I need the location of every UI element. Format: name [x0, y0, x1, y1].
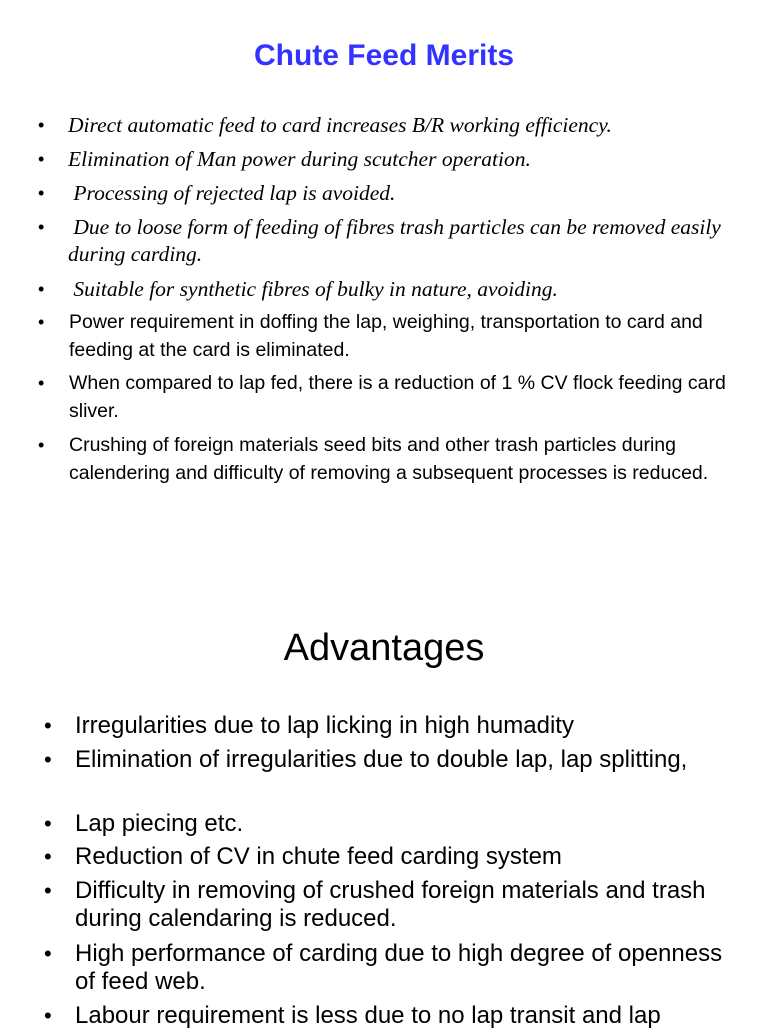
- list-item-text: When compared to lap fed, there is a reduction of 1 % CV flock feeding card sliver.: [69, 372, 726, 422]
- list-item-text: Crushing of foreign materials seed bits and other trash particles during calendering and difficulty of removing a subsequent processes is reduced.: [69, 434, 709, 484]
- list-item-text: Processing of rejected lap is avoided.: [68, 181, 396, 205]
- page-title: Chute Feed Merits: [253, 39, 515, 72]
- bullet: •: [44, 844, 52, 869]
- list-item-text: Lap piecing etc.: [75, 810, 244, 837]
- list-item-text: Reduction of CV in chute feed carding system: [75, 843, 562, 870]
- bullet: •: [44, 941, 52, 966]
- bullet: •: [44, 747, 52, 772]
- bullet: •: [38, 217, 45, 237]
- bullet: •: [44, 713, 52, 738]
- bullet: •: [44, 878, 52, 903]
- list-item-text: High performance of carding due to high degree of openness of feed web.: [75, 940, 723, 995]
- section-title: Advantages: [283, 627, 485, 669]
- bullet: •: [38, 279, 45, 299]
- bullet: •: [38, 115, 45, 135]
- bullet: •: [44, 811, 52, 836]
- list-item-text: Elimination of Man power during scutcher operation.: [68, 147, 531, 171]
- list-item-text: Direct automatic feed to card increases B/R working efficiency.: [68, 113, 612, 137]
- list-item-text: Labour requirement is less due to no lap transit and lap: [75, 1002, 661, 1029]
- bullet: •: [44, 1003, 52, 1028]
- bullet: •: [38, 435, 45, 455]
- list-item-text: Elimination of irregularities due to double lap, lap splitting,: [75, 746, 688, 773]
- list-item-text: Due to loose form of feeding of fibres trash particles can be removed easily during carding.: [68, 215, 727, 266]
- bullet: •: [38, 373, 45, 393]
- list-item-text: Irregularities due to lap licking in high humadity: [75, 712, 574, 739]
- list-item-text: Suitable for synthetic fibres of bulky in nature, avoiding.: [68, 277, 558, 301]
- list-item-text: Difficulty in removing of crushed foreign materials and trash during calendaring is reduced.: [75, 877, 706, 932]
- bullet: •: [38, 183, 45, 203]
- bullet: •: [38, 312, 45, 332]
- bullet: •: [38, 149, 45, 169]
- list-item-text: Power requirement in doffing the lap, weighing, transportation to card and feeding at the card is eliminated.: [69, 311, 703, 361]
